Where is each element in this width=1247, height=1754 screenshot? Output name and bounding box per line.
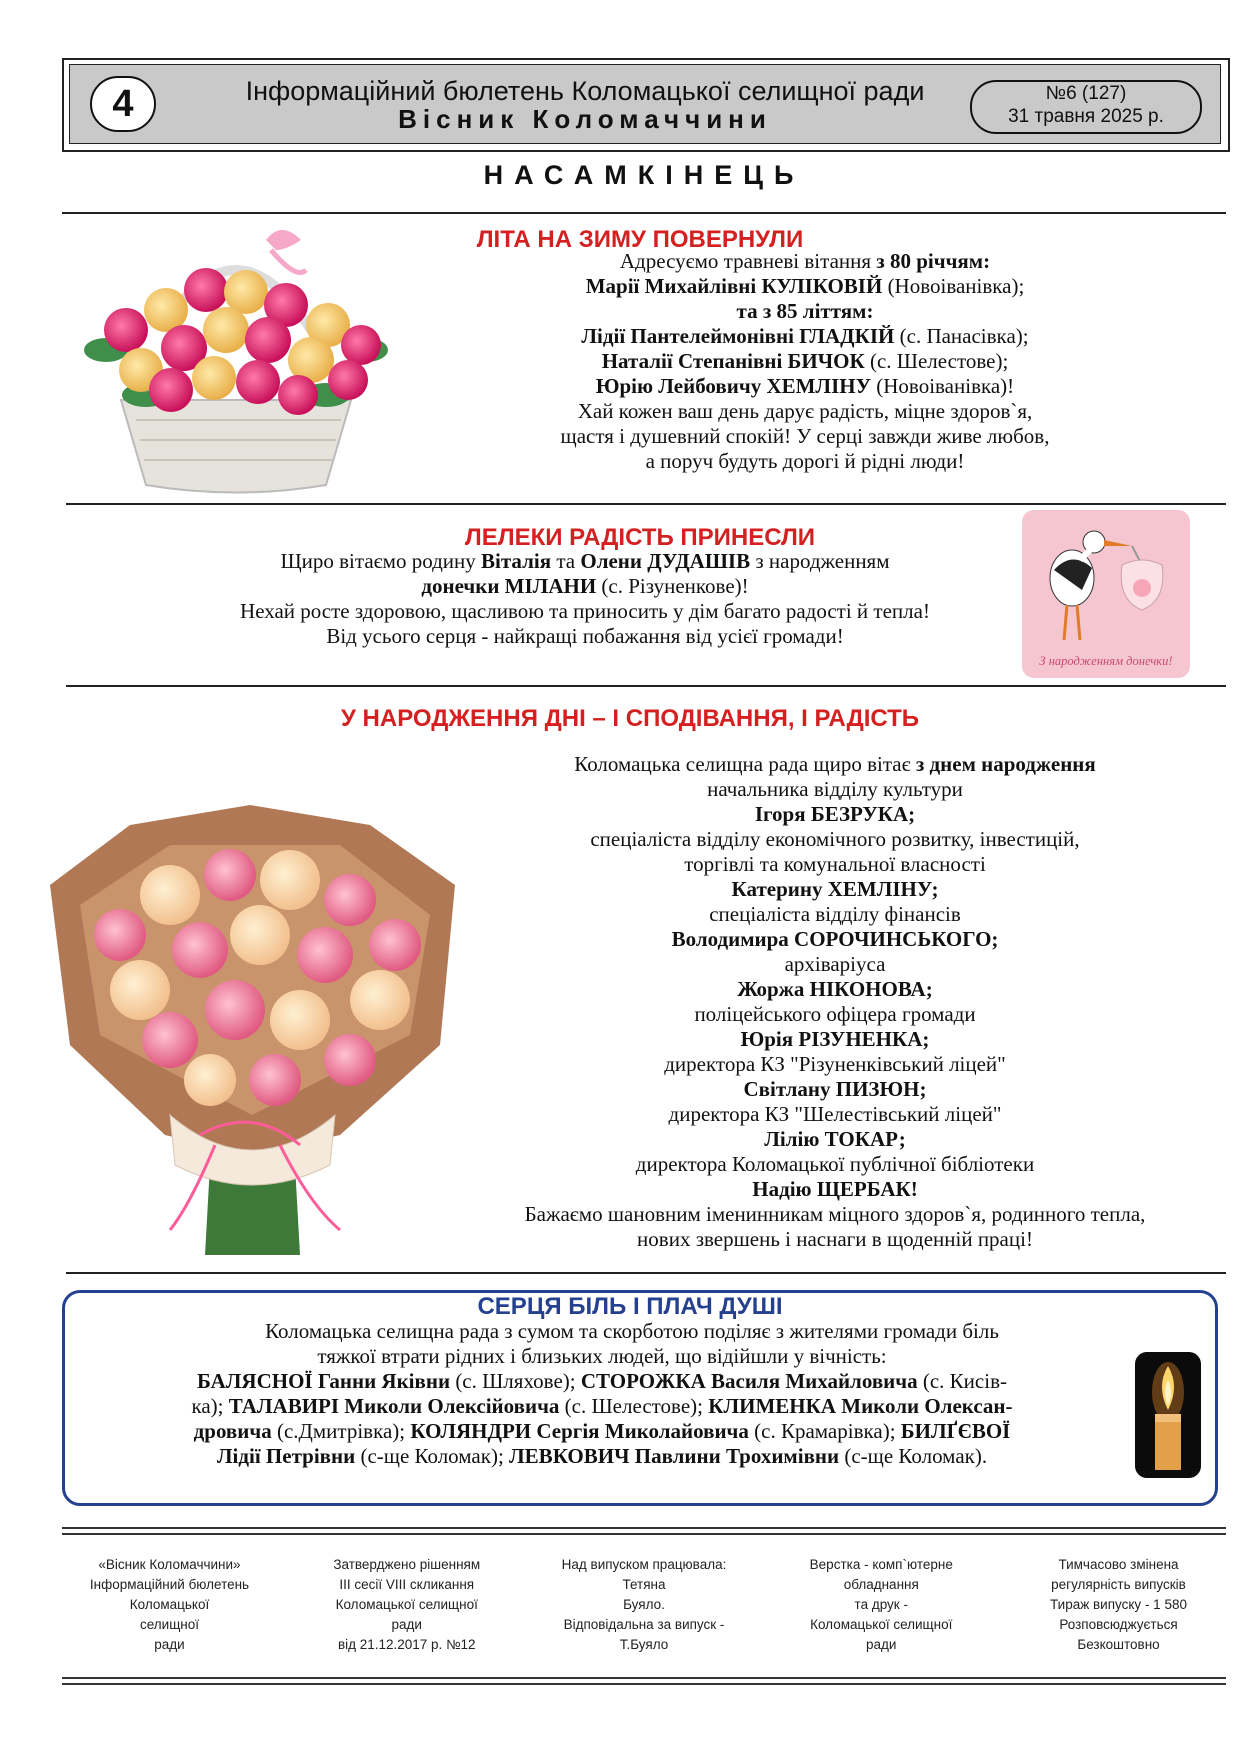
article-title: ЛЕЛЕКИ РАДІСТЬ ПРИНЕСЛИ bbox=[464, 524, 816, 551]
rose-bouquet-image bbox=[40, 785, 465, 1265]
footer-imprint bbox=[62, 1555, 1226, 1655]
bulletin-title: Інформаційний бюлетень Коломацької селищної ради bbox=[245, 76, 925, 106]
issue-info bbox=[970, 80, 1202, 134]
article-body: Коломацька селищна рада щиро вітає з днем народження начальника відділу культури Ігоря БЕЗРУКА; спеціаліста відділу економічного розвитку, інвестицій, торгівлі та комунальної власності Катерину ХЕМЛІНУ; спеціаліста відділу фінансів Володимира СОРОЧИНСЬКОГО; архіваріуса Жоржа НІКОНОВА; поліцейського офіцера громади Юрія РІЗУНЕНКА; директора КЗ "Різуненківський ліцей" Світлану ПИЗЮН; директора КЗ "Шелестівський ліцей" Лілію ТОКАР; директора Коломацької публічної бібліотеки Надію ЩЕРБАК! Бажаємо шановним іменинникам міцного здоров`я, родинного тепла, нових звершень і наснаги в щоденній праці! bbox=[524, 752, 1146, 1251]
bulletin-name: Вісник Коломаччини bbox=[398, 104, 772, 134]
stork-icon bbox=[1022, 510, 1190, 650]
flower-basket-image bbox=[66, 220, 406, 495]
article-body: Адресуємо травневі вітання з 80 річчям: Марії Михайлівні КУЛІКОВІЙ (Новоіванівка); та з 85 літтям: Лідії Пантелеймонівні ГЛАДКІЙ (с. Панасівка); Наталії Степанівні БИЧОК (с. Шелестове); Юрію Лейбовичу ХЕМЛІНУ (Новоіванівка)! Хай кожен ваш день дарує радість, міцне здоров`я, щастя і душевний спокій! У серці завжди живе любов, а поруч будуть дорогі й рідні люди! bbox=[560, 249, 1050, 473]
footer-col-circulation: Тимчасово змінена регулярність випусків Тираж випуску - 1 580 Розповсюджується Безкоштовно bbox=[1050, 1557, 1187, 1652]
footer-col-approval: Затверджено рішенням ІІІ сесії VIII скликання Коломацької селищної ради від 21.12.2017 р. №12 bbox=[333, 1557, 481, 1652]
footer-rule bbox=[62, 1527, 1226, 1535]
divider bbox=[66, 1272, 1226, 1274]
divider bbox=[62, 212, 1226, 214]
article-title: СЕРЦЯ БІЛЬ І ПЛАЧ ДУШІ bbox=[477, 1293, 783, 1320]
article-body: Щиро вітаємо родину Віталія та Олени ДУДАШІВ з народженням донечки МІЛАНИ (с. Різуненкове)! Нехай росте здоровою, щасливою та приносить у дім багато радості й тепла! Від усього серця - найкращі побажання від усієї громади! bbox=[240, 549, 930, 648]
article-title: ЛІТА НА ЗИМУ ПОВЕРНУЛИ bbox=[476, 226, 804, 253]
article-body: Коломацька селищна рада з сумом та скорботою поділяє з жителями громади біль тяжкої втрати рідних і близьких людей, що відійшли у вічність: БАЛЯСНОЇ Ганни Яківни (с. Шляхове); СТОРОЖКА Василя Михайловича (с. Кисів- ка); ТАЛАВИРІ Миколи Олексійовича (с. Шелестове); КЛИМЕНКА Миколи Олексан- дровича (с.Дмитрівка); КОЛЯНДРИ Сергія Миколайовича (с. Крамарівка); БИЛҐЄВОЇ Лідії Петрівни (с-ще Коломак); ЛЕВКОВИЧ Павлини Трохимівни (с-ще Коломак). bbox=[191, 1319, 1013, 1468]
issue-number: №6 (127) bbox=[1045, 83, 1127, 104]
candle-icon bbox=[1135, 1352, 1201, 1478]
divider bbox=[66, 685, 1226, 687]
section-title: НАСАМКІНЕЦЬ bbox=[483, 160, 805, 190]
footer-rule bbox=[62, 1677, 1226, 1685]
page-number: 4 bbox=[90, 76, 156, 132]
issue-date: 31 травня 2025 р. bbox=[1008, 106, 1164, 127]
card-caption: З народженням донечки! bbox=[1039, 654, 1173, 668]
article-title: У НАРОДЖЕННЯ ДНІ – І СПОДІВАННЯ, І РАДІСТЬ bbox=[340, 705, 920, 732]
footer-col-publication: «Вісник Коломаччини» Інформаційний бюлетень Коломацької селищної ради bbox=[89, 1557, 250, 1652]
footer-col-editor: Над випуском працювала: Тетяна Буяло. Відповідальна за випуск - Т.Буяло bbox=[561, 1557, 727, 1652]
divider bbox=[66, 503, 1226, 505]
footer-col-printing: Верстка - комп`ютерне обладнання та друк - Коломацької селищної ради bbox=[809, 1557, 953, 1652]
stork-card bbox=[1022, 510, 1190, 678]
